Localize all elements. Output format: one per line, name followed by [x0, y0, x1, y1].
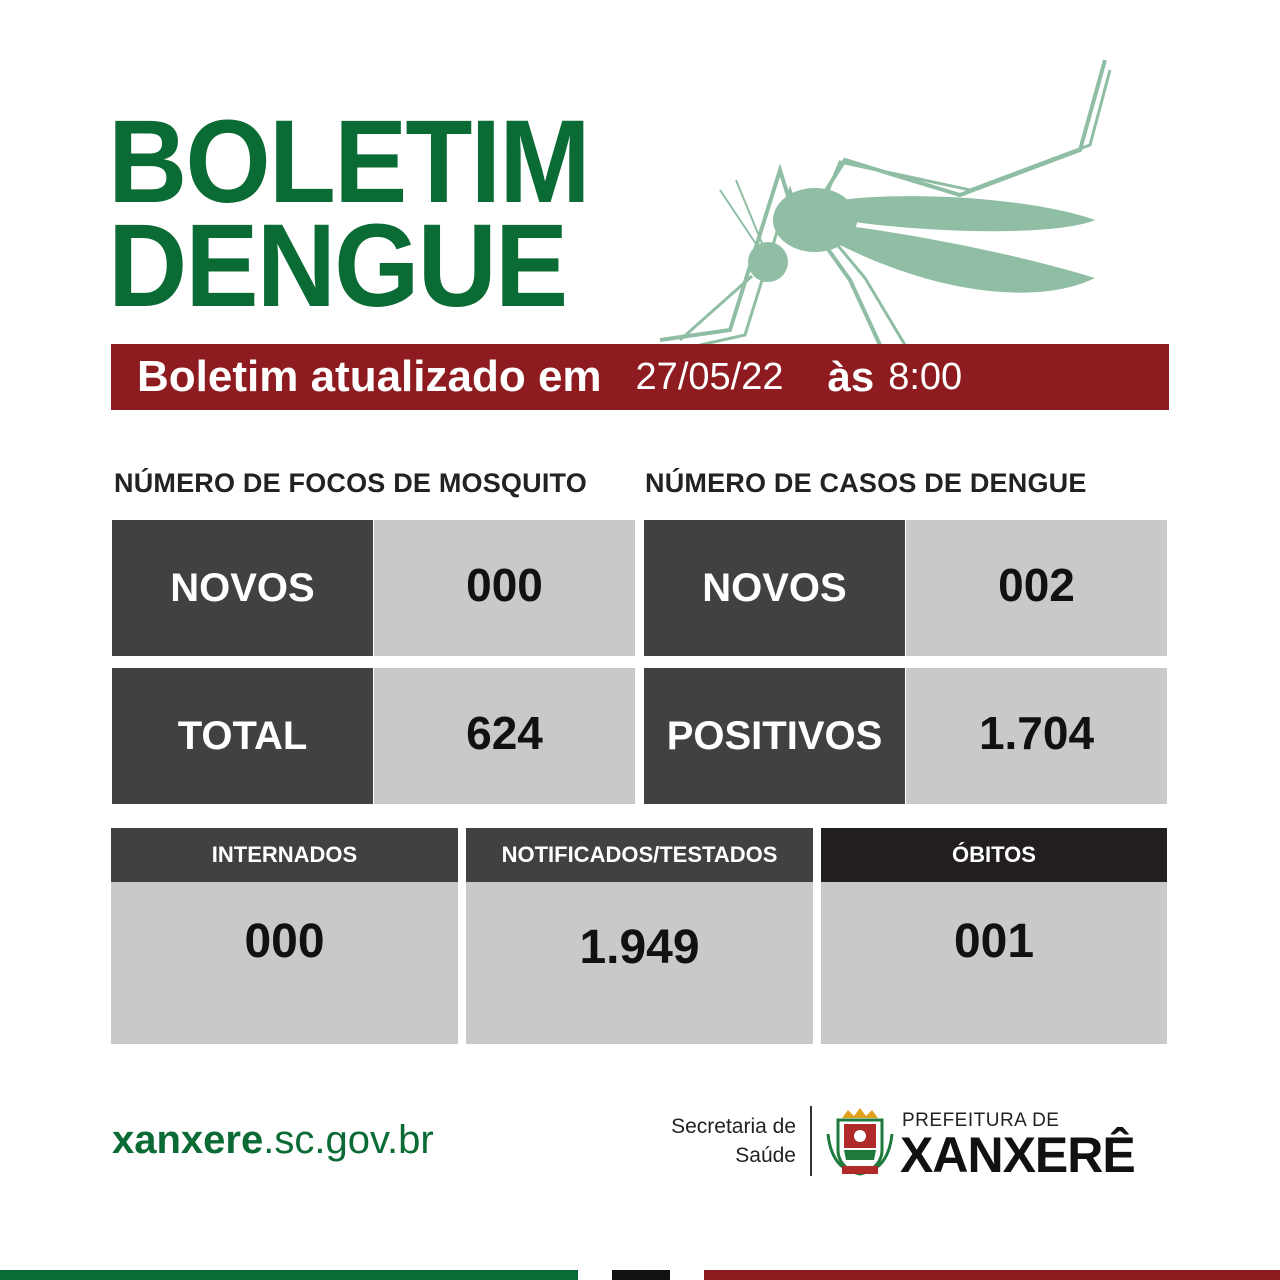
notificados-header: NOTIFICADOS/TESTADOS: [466, 828, 813, 882]
focos-novos-value: 000: [374, 520, 635, 656]
focos-novos-label: NOVOS: [112, 520, 373, 656]
secretaria-line-1: Secretaria de: [671, 1115, 796, 1138]
banner-at: às: [827, 353, 875, 400]
casos-novos-label: NOVOS: [644, 520, 905, 656]
city-name: XANXERÊ: [900, 1127, 1135, 1183]
mosquito-illustration: [640, 50, 1120, 350]
casos-novos-value: 002: [906, 520, 1167, 656]
focos-total-value: 624: [374, 668, 635, 804]
banner-label: Boletim atualizado em: [137, 352, 602, 401]
casos-section-title: NÚMERO DE CASOS DE DENGUE: [645, 468, 1087, 498]
title-line-2: DENGUE: [108, 200, 567, 332]
stripe-red: [704, 1270, 1280, 1280]
secretaria-line-2: Saúde: [735, 1144, 796, 1167]
municipal-crest: [824, 1104, 896, 1178]
internados-value: 000: [111, 882, 458, 1044]
internados-header: INTERNADOS: [111, 828, 458, 882]
site-domain-bold: xanxere: [112, 1118, 264, 1162]
title-line-1: BOLETIM: [108, 96, 589, 228]
focos-section-title: NÚMERO DE FOCOS DE MOSQUITO: [114, 468, 587, 498]
banner-time: 8:00: [888, 355, 963, 398]
footer-divider: [810, 1106, 812, 1176]
secretaria-label: [640, 1112, 796, 1170]
stripe-black: [612, 1270, 670, 1280]
site-domain-rest: .sc.gov.br: [263, 1118, 434, 1162]
obitos-value: 001: [821, 882, 1167, 1044]
obitos-header: ÓBITOS: [821, 828, 1167, 882]
stripe-green: [0, 1270, 578, 1280]
bulletin-title: [108, 96, 589, 332]
website-link[interactable]: [112, 1118, 434, 1163]
prefeitura-label: PREFEITURA DE: [902, 1110, 1060, 1131]
focos-total-label: TOTAL: [112, 668, 373, 804]
casos-positivos-value: 1.704: [906, 668, 1167, 804]
banner-date: 27/05/22: [635, 355, 784, 398]
update-banner: [111, 344, 1169, 410]
casos-positivos-label: POSITIVOS: [644, 668, 905, 804]
notificados-value: 1.949: [466, 882, 813, 1044]
